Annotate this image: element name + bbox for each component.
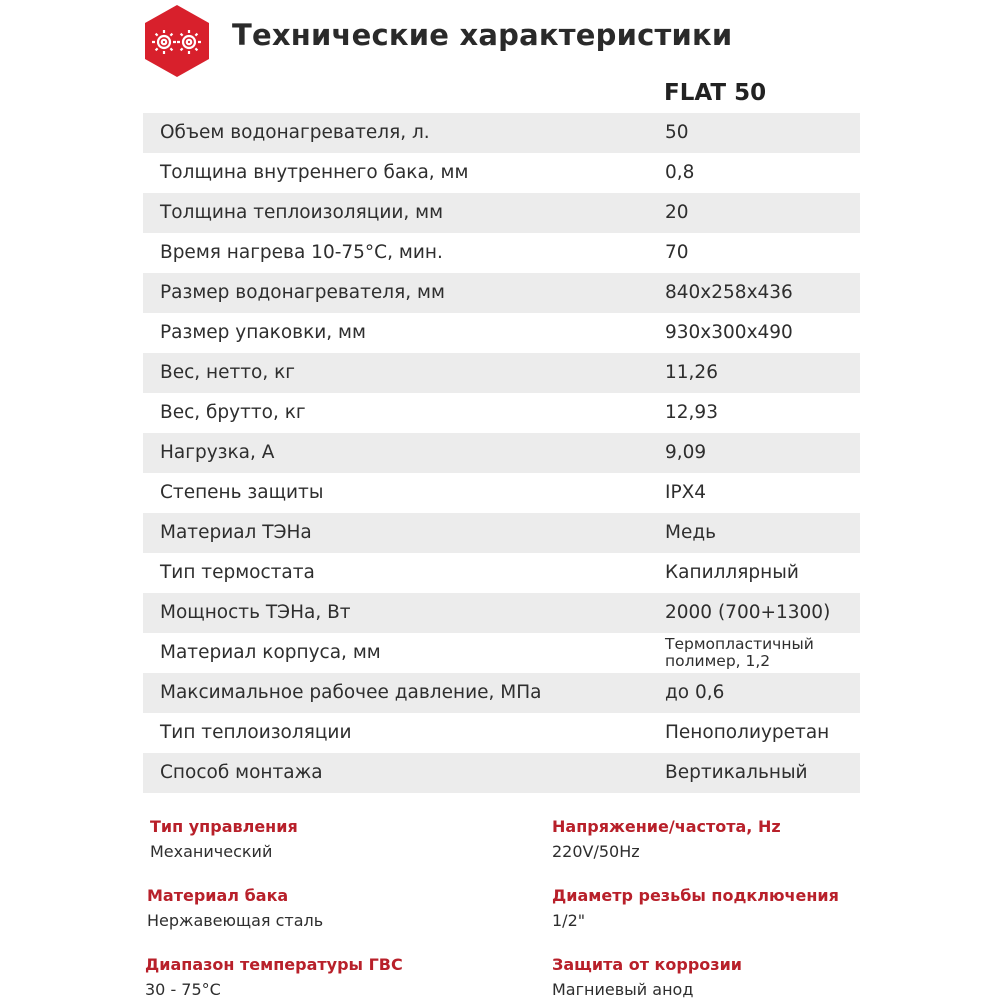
row-value: 0,8 [665, 162, 695, 183]
row-value: 11,26 [665, 362, 718, 383]
table-row [143, 753, 860, 793]
row-value: 2000 (700+1300) [665, 602, 831, 623]
row-label: Максимальное рабочее давление, МПа [160, 682, 542, 703]
spec-item [552, 955, 742, 999]
row-value: Капиллярный [665, 562, 799, 583]
specs-table [143, 113, 860, 793]
row-value: 20 [665, 202, 689, 223]
table-row [143, 633, 860, 673]
row-value: 840x258x436 [665, 282, 793, 303]
row-value: Медь [665, 522, 717, 543]
spec-value: Магниевый анод [552, 980, 694, 999]
table-row [143, 433, 860, 473]
row-label: Вес, брутто, кг [160, 402, 306, 423]
page-title: Технические характеристики [232, 18, 733, 52]
row-label: Способ монтажа [160, 762, 323, 783]
spec-value: Механический [150, 842, 273, 861]
spec-key: Диапазон температуры ГВС [145, 955, 403, 974]
table-row [143, 473, 860, 513]
row-label: Толщина внутреннего бака, мм [160, 162, 469, 183]
table-row [143, 313, 860, 353]
table-row [143, 553, 860, 593]
model-column-header: FLAT 50 [664, 80, 767, 106]
table-row [143, 513, 860, 553]
table-row [143, 193, 860, 233]
table-row [143, 113, 860, 153]
spec-item [147, 886, 323, 930]
gears-hexagon-icon [140, 4, 214, 78]
spec-key: Диаметр резьбы подключения [552, 886, 839, 905]
row-value: до 0,6 [665, 682, 725, 703]
table-row [143, 153, 860, 193]
row-value: 12,93 [665, 402, 718, 423]
row-label: Тип термостата [160, 562, 315, 583]
spec-value: 1/2" [552, 911, 586, 930]
spec-value: 220V/50Hz [552, 842, 640, 861]
row-label: Размер водонагревателя, мм [160, 282, 445, 303]
spec-value: Нержавеющая сталь [147, 911, 324, 930]
row-value [665, 636, 814, 670]
row-value: 70 [665, 242, 689, 263]
row-value: Вертикальный [665, 762, 808, 783]
row-label: Мощность ТЭНа, Вт [160, 602, 351, 623]
table-row [143, 273, 860, 313]
spec-key: Защита от коррозии [552, 955, 743, 974]
spec-value: 30 - 75°С [145, 980, 221, 999]
table-row [143, 393, 860, 433]
table-row [143, 673, 860, 713]
row-value: 9,09 [665, 442, 707, 463]
row-label: Толщина теплоизоляции, мм [160, 202, 444, 223]
row-value: 50 [665, 122, 689, 143]
row-label: Размер упаковки, мм [160, 322, 366, 343]
row-label: Время нагрева 10-75°С, мин. [160, 242, 443, 263]
spec-key: Материал бака [147, 886, 289, 905]
row-value: 930x300x490 [665, 322, 793, 343]
spec-key: Тип управления [150, 817, 298, 836]
row-label: Тип теплоизоляции [160, 722, 352, 743]
table-row [143, 353, 860, 393]
spec-item [552, 817, 781, 861]
row-value-line: Термопластичный [665, 635, 814, 653]
table-row [143, 233, 860, 273]
row-label: Нагрузка, А [160, 442, 275, 463]
row-label: Степень защиты [160, 482, 324, 503]
row-label: Материал ТЭНа [160, 522, 312, 543]
row-label: Вес, нетто, кг [160, 362, 296, 383]
row-value: Пенополиуретан [665, 722, 830, 743]
row-value: IPX4 [665, 482, 707, 503]
table-row [143, 593, 860, 633]
row-label: Материал корпуса, мм [160, 642, 381, 663]
row-label: Объем водонагревателя, л. [160, 122, 430, 143]
spec-item [552, 886, 839, 930]
table-row [143, 713, 860, 753]
spec-key: Напряжение/частота, Hz [552, 817, 781, 836]
spec-item [150, 817, 298, 861]
row-value-line: полимер, 1,2 [665, 652, 771, 670]
spec-item [145, 955, 403, 999]
